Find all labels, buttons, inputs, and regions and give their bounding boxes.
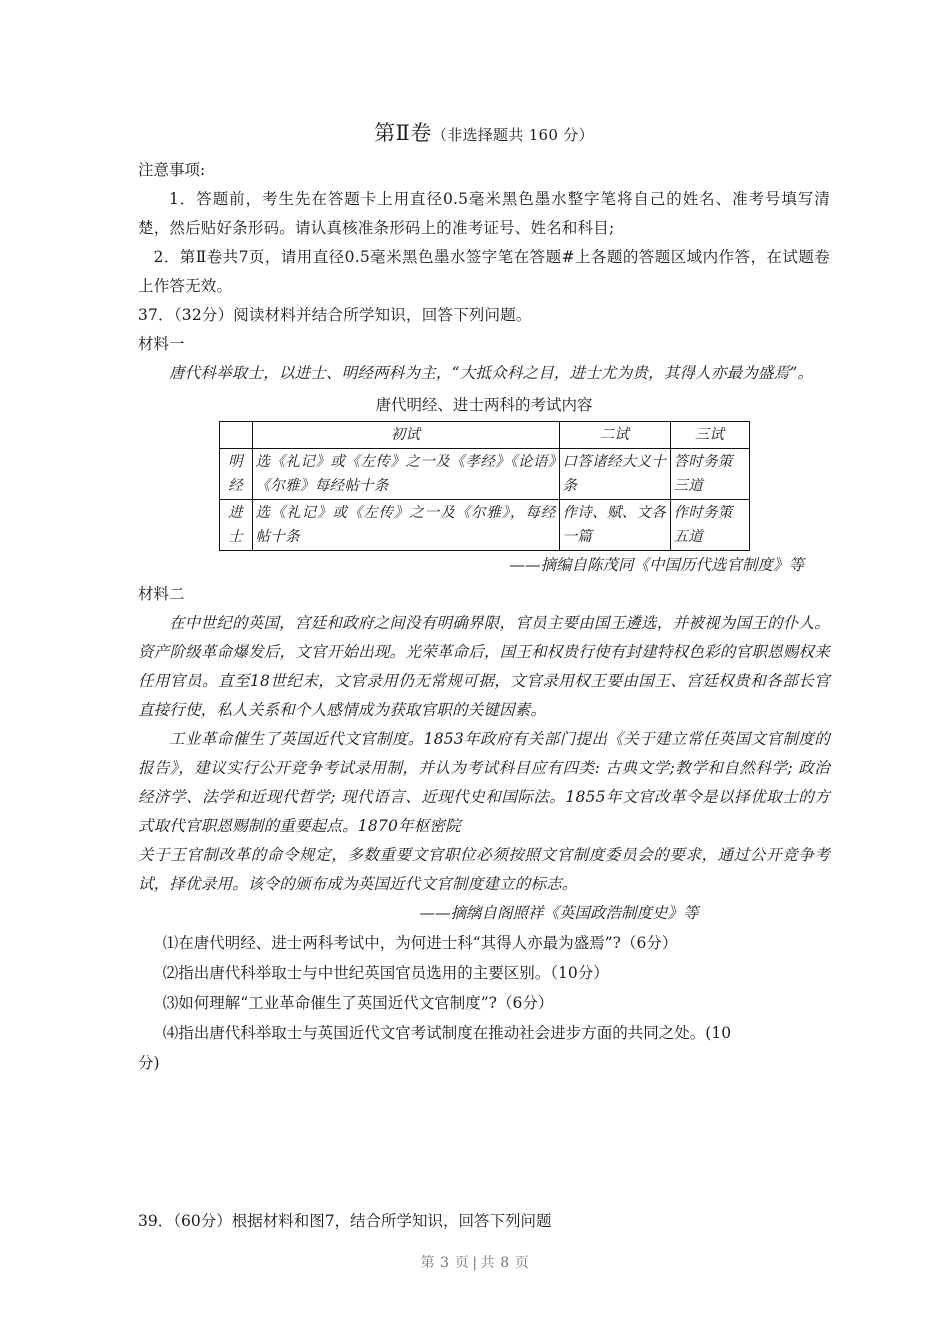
table-header-row — [219, 422, 749, 449]
table-cell-jinshi-third: 作时务策五道 — [670, 500, 749, 551]
footer-total-pages: 共 8 页 — [480, 1255, 530, 1271]
page-footer — [0, 1252, 950, 1274]
table-cell-mingjing-second: 口答诸经大义十条 — [559, 449, 670, 500]
exam-content-table — [219, 421, 750, 551]
material-two-paragraph-3: 关于王官制改革的命令规定，多数重要文官职位必须按照文官制度委员会的要求，通过公开竞争考试，择优录用。该令的颁布成为英国近代文官制度建立的标志。 — [138, 846, 830, 893]
question-37-sub-1: ⑴在唐代明经、进士两科考试中，为何进士科“其得人亦最为盛焉”?（6分） — [162, 934, 678, 952]
table-header-second-exam: 二试 — [559, 422, 670, 449]
row-label-text: 进士 — [228, 505, 243, 545]
question-39-stem: 39．（60分）根据材料和图7，结合所学知识，回答下列问题 — [138, 1212, 552, 1230]
page-title-main: 第Ⅱ卷 — [374, 121, 432, 145]
row-label-text: 明经 — [228, 454, 243, 494]
material-two-label: 材料二 — [138, 585, 185, 603]
notice-heading: 注意事项: — [138, 161, 206, 179]
table-row — [219, 500, 749, 551]
footer-separator: | — [472, 1255, 478, 1271]
page-content — [138, 118, 830, 1078]
table-cell-jinshi-second: 作诗、赋、文各一篇 — [559, 500, 670, 551]
material-one-source: ——摘编自陈茂同《中国历代选官制度》等 — [509, 556, 804, 574]
table-header-first-exam: 初试 — [252, 422, 559, 449]
question-37-sub-3: ⑶如何理解“工业革命催生了英国近代文官制度”?（6分） — [162, 994, 554, 1012]
material-one-label: 材料一 — [138, 335, 185, 353]
exam-table-caption: 唐代明经、进士两科的考试内容 — [375, 396, 593, 414]
page-title-suffix: （非选择题共 160 分） — [431, 126, 594, 144]
notice-item-1: 1．答题前，考生先在答题卡上用直径0.5毫米黑色墨水整字笔将自己的姓名、准考号填写清楚，然后贴好条形码。请认真核准条形码上的准考证号、姓名和科目; — [138, 190, 830, 237]
table-cell-mingjing-third: 答时务策三道 — [670, 449, 749, 500]
table-cell-mingjing-first: 选《礼记》或《左传》之一及《孝经》《论语》《尔雅》每经帖十条 — [252, 449, 559, 500]
footer-current-page: 第 3 页 — [420, 1255, 470, 1271]
material-two-source: ——摘缡自阁照祥《英国政浩制度史》等 — [419, 904, 699, 922]
page-title — [138, 118, 830, 150]
table-header-corner — [219, 422, 252, 449]
table-cell-jinshi-first: 选《礼记》或《左传》之一及《尔雅》，每经帖十条 — [252, 500, 559, 551]
table-header-third-exam: 三试 — [670, 422, 749, 449]
material-two-paragraph-2: 工业革命催生了英国近代文官制度。1853年政府有关部门提出《关于建立常任英国文官制度的报告》，建议实行公开竞争考试录用制，并认为考试科目应有四类: 古典文学;教学和自然科学; 政治经济学、法学和近现代哲学; 现代语言、近现代史和国际法。1855年文官改革令是以择优取士的方式取代官职恩赐制的重要起点。1870年枢密院 — [138, 730, 830, 835]
table-row — [219, 449, 749, 500]
table-row-label-jinshi — [219, 500, 252, 551]
question-37-sub-4-continued: 分) — [138, 1054, 160, 1072]
material-two-paragraph-1: 在中世纪的英国，宫廷和政府之间没有明确界限，官员主要由国王遴选，并被视为国王的仆人。资产阶级革命爆发后，文官开始出现。光荣革命后，国王和权贵行使有封建特权色彩的官职恩赐权来任用官员。直至18世纪末，文官录用仍无常规可据，文官录用权王要由国王、宫廷权贵和各部长官直接行使，私人关系和个人感情成为获取官职的关键因素。 — [138, 614, 830, 719]
question-37-sub-2: ⑵指出唐代科举取士与中世纪英国官员选用的主要区别。（10分） — [162, 964, 609, 982]
table-row-label-mingjing — [219, 449, 252, 500]
notice-item-2: 2．第Ⅱ卷共7页，请用直径0.5毫米黑色墨水签字笔在答题#上各题的答题区域内作答，在试题卷上作答无效。 — [138, 248, 830, 295]
question-37-sub-4: ⑷指出唐代科举取士与英国近代文官考试制度在推动社会进步方面的共同之处。(10 — [162, 1024, 732, 1042]
question-37-stem: 37．（32分）阅读材料并结合所学知识，回答下列问题。 — [138, 306, 532, 324]
material-one-text: 唐代科举取士，以进士、明经两科为主，“大抵众科之目，进士尤为贵，其得人亦最为盛焉”。 — [169, 364, 814, 382]
